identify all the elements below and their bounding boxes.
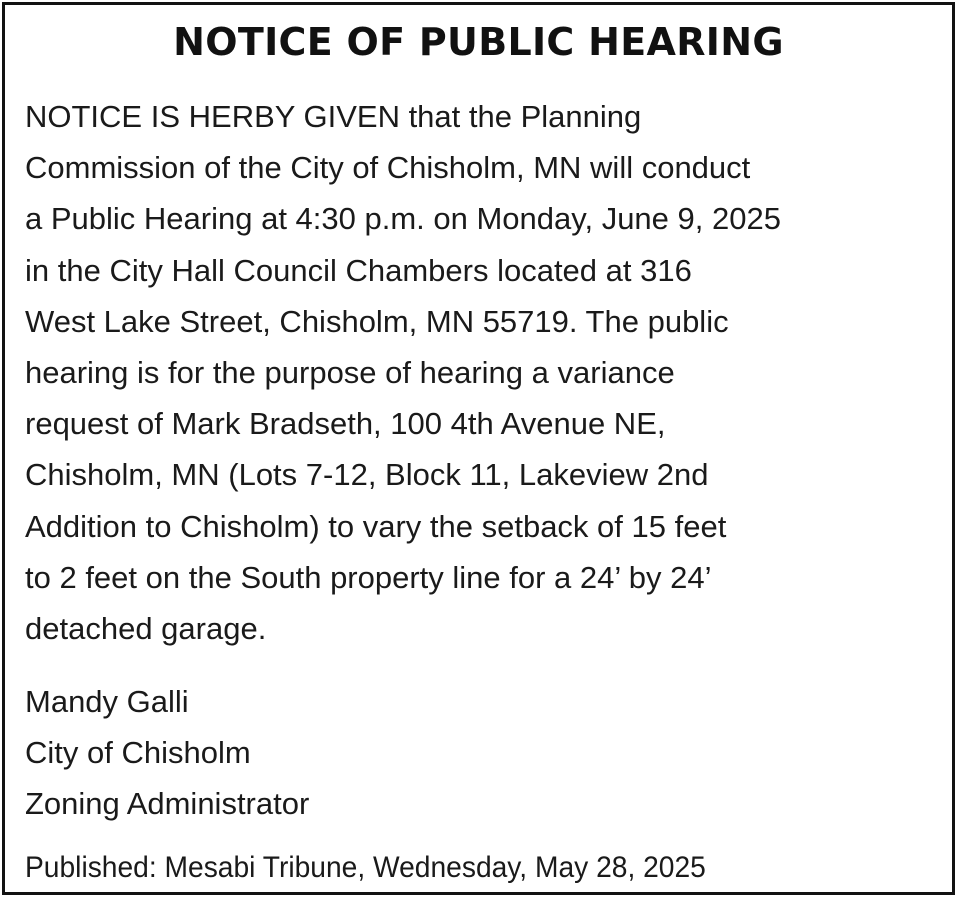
body-line: detached garage.	[25, 611, 267, 647]
body-line: West Lake Street, Chisholm, MN 55719. The public	[25, 303, 729, 339]
body-line: Commission of the City of Chisholm, MN will conduct	[25, 150, 751, 186]
body-line: request of Mark Bradseth, 100 4th Avenue NE,	[25, 406, 666, 442]
publication-line: Published: Mesabi Tribune, Wednesday, May 28, 2025	[25, 851, 706, 884]
body-line: to 2 feet on the South property line for a 24’ by 24’	[25, 559, 712, 595]
body-line: Chisholm, MN (Lots 7-12, Block 11, Lakeview 2nd	[25, 457, 709, 493]
body-line: in the City Hall Council Chambers located at 316	[25, 252, 692, 288]
notice-title: NOTICE OF PUBLIC HEARING	[173, 20, 784, 64]
public-notice	[2, 2, 955, 895]
signature-block	[25, 676, 940, 830]
signer-name: Mandy Galli	[25, 684, 189, 719]
signer-organization: City of Chisholm	[25, 735, 251, 771]
body-line: a Public Hearing at 4:30 p.m. on Monday, June 9, 2025	[25, 201, 781, 237]
body-line: hearing is for the purpose of hearing a variance	[25, 355, 675, 391]
body-line: NOTICE IS HERBY GIVEN that the Planning	[25, 99, 642, 134]
body-line: Addition to Chisholm) to vary the setback of 15 feet	[25, 508, 727, 544]
signer-role: Zoning Administrator	[25, 786, 310, 822]
notice-body	[25, 91, 940, 654]
